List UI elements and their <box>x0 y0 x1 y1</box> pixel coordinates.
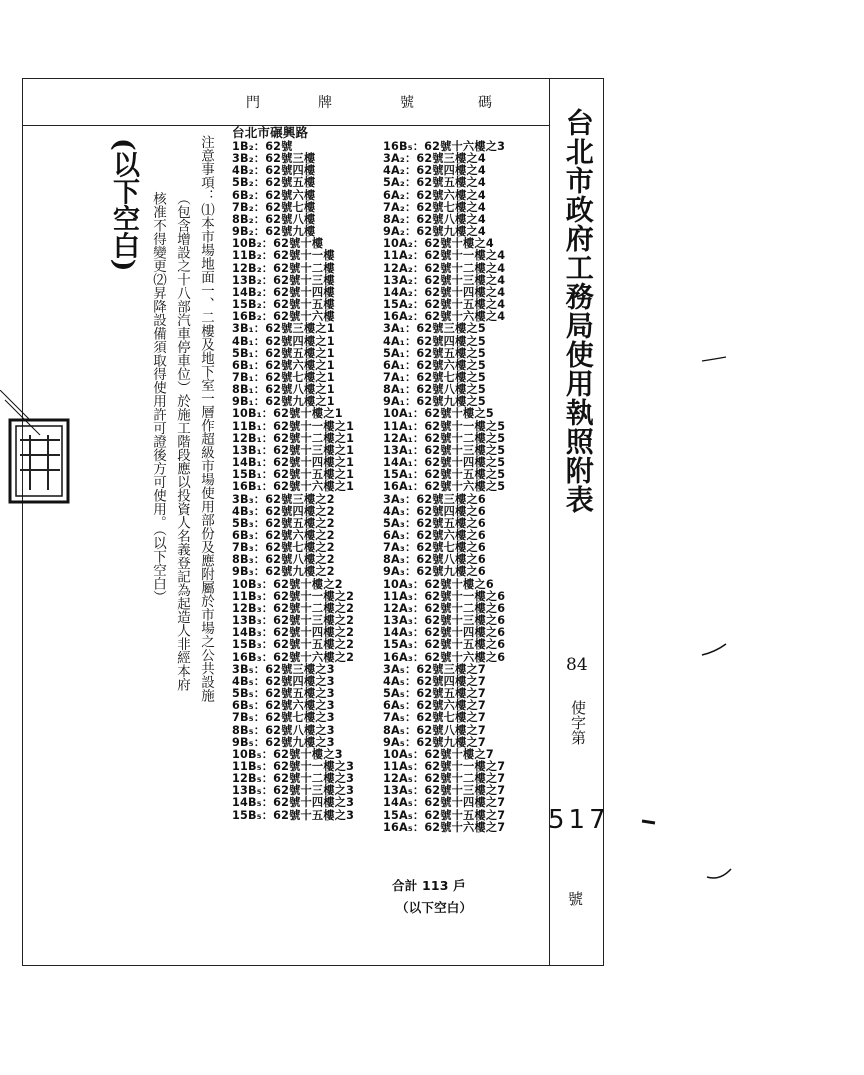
address-row: 6B₂：62號六樓 <box>232 188 316 202</box>
address-row: 9A₁：62號九樓之5 <box>383 395 486 409</box>
address-row: 10B₁：62號十樓之1 <box>232 407 343 421</box>
address-row: 6B₅：62號六樓之3 <box>232 699 335 713</box>
address-row: 14B₅：62號十四樓之3 <box>232 796 355 810</box>
address-row: 12A₅：62號十二樓之7 <box>383 772 506 786</box>
column-1-list <box>232 141 354 822</box>
address-row: 15B₂：62號十五樓 <box>232 298 335 312</box>
notes-item-1: ⑴本市場地面一、二樓及地下室一層作超級市場使用部份及應附屬於市場之公共設施 <box>198 202 214 702</box>
address-row: 16A₃：62號十六樓之6 <box>383 650 506 664</box>
address-row: 13A₁：62號十三樓之5 <box>383 443 506 457</box>
address-row: 3A₁：62號三樓之5 <box>383 322 486 336</box>
address-row: 7B₁：62號七樓之1 <box>232 370 335 384</box>
address-row: 7B₅：62號七樓之3 <box>232 711 335 725</box>
license-number: 517 <box>548 805 610 835</box>
address-row: 11A₁：62號十一樓之5 <box>383 419 506 433</box>
address-row: 5A₃：62號五樓之6 <box>383 516 486 530</box>
address-row: 7A₁：62號七樓之5 <box>383 370 486 384</box>
address-row: 12B₅：62號十二樓之3 <box>232 772 355 786</box>
address-row: 13A₃：62號十三樓之6 <box>383 614 506 628</box>
address-row: 3A₅：62號三樓之7 <box>383 662 486 676</box>
address-row: 5B₅：62號五樓之3 <box>232 687 335 701</box>
header-col-1: 門 <box>246 95 262 111</box>
address-row: 7A₅：62號七樓之7 <box>383 711 486 725</box>
address-row: 8A₁：62號八樓之5 <box>383 383 486 397</box>
address-row: 13B₅：62號十三樓之3 <box>232 784 355 798</box>
address-row: 11A₃：62號十一樓之6 <box>383 589 506 603</box>
address-row: 10A₂：62號十樓之4 <box>383 237 494 251</box>
address-row: 10A₅：62號十樓之7 <box>383 747 494 761</box>
left-blank-note: (以下空白) <box>108 138 139 272</box>
address-row: 3B₂：62號三樓 <box>232 152 316 166</box>
address-row: 6A₁：62號六樓之5 <box>383 358 486 372</box>
address-row: 12B₂：62號十二樓 <box>232 261 335 275</box>
address-row: 9A₂：62號九樓之4 <box>383 225 486 239</box>
address-row: 14B₃：62號十四樓之2 <box>232 626 355 640</box>
address-row: 11B₃：62號十一樓之2 <box>232 589 355 603</box>
address-row: 3A₂：62號三樓之4 <box>383 152 486 166</box>
address-row: 9B₃：62號九樓之2 <box>232 565 335 579</box>
address-row: 10B₃：62號十樓之2 <box>232 577 343 591</box>
margin-mark-3 <box>640 815 660 827</box>
address-row: 7A₃：62號七樓之6 <box>383 541 486 555</box>
address-row: 4A₃：62號四樓之6 <box>383 504 486 518</box>
page-number: 84 <box>566 655 588 675</box>
address-row: 5A₁：62號五樓之5 <box>383 346 486 360</box>
address-row: 12A₂：62號十二樓之4 <box>383 261 506 275</box>
address-row: 12A₁：62號十二樓之5 <box>383 431 506 445</box>
address-row: 13A₅：62號十三樓之7 <box>383 784 506 798</box>
address-row: 12B₁：62號十二樓之1 <box>232 431 355 445</box>
address-row: 16B₅：62號十六樓之3 <box>383 140 506 153</box>
column-1-header: 台北市碾興路 <box>232 125 309 140</box>
address-row: 8A₂：62號八樓之4 <box>383 212 486 226</box>
address-row: 12B₃：62號十二樓之2 <box>232 601 355 615</box>
margin-mark-4 <box>705 865 735 885</box>
address-row: 4B₅：62號四樓之3 <box>232 674 335 688</box>
address-row: 15A₅：62號十五樓之7 <box>383 808 506 822</box>
address-row: 11A₅：62號十一樓之7 <box>383 759 506 773</box>
address-row: 11A₂：62號十一樓之4 <box>383 249 506 263</box>
address-row: 14A₂：62號十四樓之4 <box>383 285 506 299</box>
address-row: 10A₁：62號十樓之5 <box>383 407 494 421</box>
address-row: 16A₁：62號十六樓之5 <box>383 480 506 494</box>
seal-stamp <box>0 390 78 520</box>
address-row: 3B₃：62號三樓之2 <box>232 492 335 506</box>
address-row: 8B₁：62號八樓之1 <box>232 383 335 397</box>
address-row: 13A₂：62號十三樓之4 <box>383 273 506 287</box>
address-row: 5B₃：62號五樓之2 <box>232 516 335 530</box>
address-row: 5A₅：62號五樓之7 <box>383 687 486 701</box>
header-col-2: 牌 <box>318 95 334 111</box>
address-row: 5B₁：62號五樓之1 <box>232 346 335 360</box>
address-row: 3B₁：62號三樓之1 <box>232 322 335 336</box>
address-row: 6B₁：62號六樓之1 <box>232 358 335 372</box>
address-row: 11B₂：62號十一樓 <box>232 249 335 263</box>
address-row: 14B₁：62號十四樓之1 <box>232 456 355 470</box>
address-row: 13B₃：62號十三樓之2 <box>232 614 355 628</box>
address-row: 14A₅：62號十四樓之7 <box>383 796 506 810</box>
address-row: 15A₁：62號十五樓之5 <box>383 468 506 482</box>
column-2-end: （以下空白） <box>396 900 473 915</box>
notes-item-2: 核准不得變更⑵昇降設備須取得使用許可證後方可使用。（以下空白） <box>150 191 166 604</box>
address-row: 15B₃：62號十五樓之2 <box>232 638 355 652</box>
address-row: 14B₂：62號十四樓 <box>232 285 335 299</box>
total-count: 合計 113 戶 <box>392 878 466 893</box>
address-row: 1B₂：62號 <box>232 140 293 153</box>
address-row: 4A₅：62號四樓之7 <box>383 674 486 688</box>
notes-heading: 注意事項： <box>198 135 214 203</box>
header-col-3: 號 <box>400 95 416 111</box>
address-row: 11B₅：62號十一樓之3 <box>232 759 355 773</box>
address-row: 6A₂：62號六樓之4 <box>383 188 486 202</box>
column-2-list <box>383 141 505 834</box>
license-prefix: 使字第 <box>569 700 587 745</box>
address-row: 8A₅：62號八樓之7 <box>383 723 486 737</box>
address-row: 16A₅：62號十六樓之7 <box>383 820 506 834</box>
address-row: 8B₃：62號八樓之2 <box>232 553 335 567</box>
address-row: 15B₅：62號十五樓之3 <box>232 808 355 822</box>
address-row: 8B₂：62號八樓 <box>232 212 316 226</box>
address-row: 16B₁：62號十六樓之1 <box>232 480 355 494</box>
address-row: 14A₁：62號十四樓之5 <box>383 456 506 470</box>
address-row: 6B₃：62號六樓之2 <box>232 529 335 542</box>
address-row: 6A₅：62號六樓之7 <box>383 699 486 713</box>
address-row: 12A₃：62號十二樓之6 <box>383 601 506 615</box>
address-row: 4A₁：62號四樓之5 <box>383 334 486 348</box>
address-row: 15B₁：62號十五樓之1 <box>232 468 355 482</box>
address-row: 7A₂：62號七樓之4 <box>383 200 486 214</box>
address-row: 7B₃：62號七樓之2 <box>232 541 335 555</box>
address-row: 10B₅：62號十樓之3 <box>232 747 343 761</box>
header-col-4: 碼 <box>478 95 494 111</box>
address-row: 14A₃：62號十四樓之6 <box>383 626 506 640</box>
address-row: 13B₂：62號十三樓 <box>232 273 335 287</box>
address-row: 13B₁：62號十三樓之1 <box>232 443 355 457</box>
address-row: 4B₂：62號四樓 <box>232 164 316 178</box>
license-suffix: 號 <box>568 890 584 908</box>
address-row: 5B₂：62號五樓 <box>232 176 316 190</box>
margin-mark-1 <box>700 640 730 660</box>
address-row: 9A₅：62號九樓之7 <box>383 735 486 749</box>
address-row: 6A₃：62號六樓之6 <box>383 529 486 542</box>
address-row: 10B₂：62號十樓 <box>232 237 324 251</box>
address-row: 8B₅：62號八樓之3 <box>232 723 335 737</box>
address-row: 4B₁：62號四樓之1 <box>232 334 335 348</box>
address-row: 5A₂：62號五樓之4 <box>383 176 486 190</box>
address-row: 16B₂：62號十六樓 <box>232 310 335 324</box>
address-row: 7B₂：62號七樓 <box>232 200 316 214</box>
address-row: 3B₅：62號三樓之3 <box>232 662 335 676</box>
address-row: 9B₁：62號九樓之1 <box>232 395 335 409</box>
address-row: 16B₃：62號十六樓之2 <box>232 650 355 664</box>
margin-mark-2 <box>700 355 730 367</box>
address-row: 4B₃：62號四樓之2 <box>232 504 335 518</box>
address-row: 4A₂：62號四樓之4 <box>383 164 486 178</box>
notes-item-1-cont: （包含增設之十八部汽車停車位）於施工階段應以投資人名義登記為起造人非經本府 <box>174 191 190 692</box>
address-row: 15A₃：62號十五樓之6 <box>383 638 506 652</box>
address-row: 9B₂：62號九樓 <box>232 225 316 239</box>
page-title: 台北市政府工務局使用執照附表 <box>561 108 595 514</box>
address-row: 11B₁：62號十一樓之1 <box>232 419 355 433</box>
address-row: 8A₃：62號八樓之6 <box>383 553 486 567</box>
address-row: 9B₅：62號九樓之3 <box>232 735 335 749</box>
address-row: 16A₂：62號十六樓之4 <box>383 310 506 324</box>
address-row: 9A₃：62號九樓之6 <box>383 565 486 579</box>
address-row: 10A₃：62號十樓之6 <box>383 577 494 591</box>
address-row: 3A₃：62號三樓之6 <box>383 492 486 506</box>
address-row: 15A₂：62號十五樓之4 <box>383 298 506 312</box>
notes-block <box>146 135 218 950</box>
